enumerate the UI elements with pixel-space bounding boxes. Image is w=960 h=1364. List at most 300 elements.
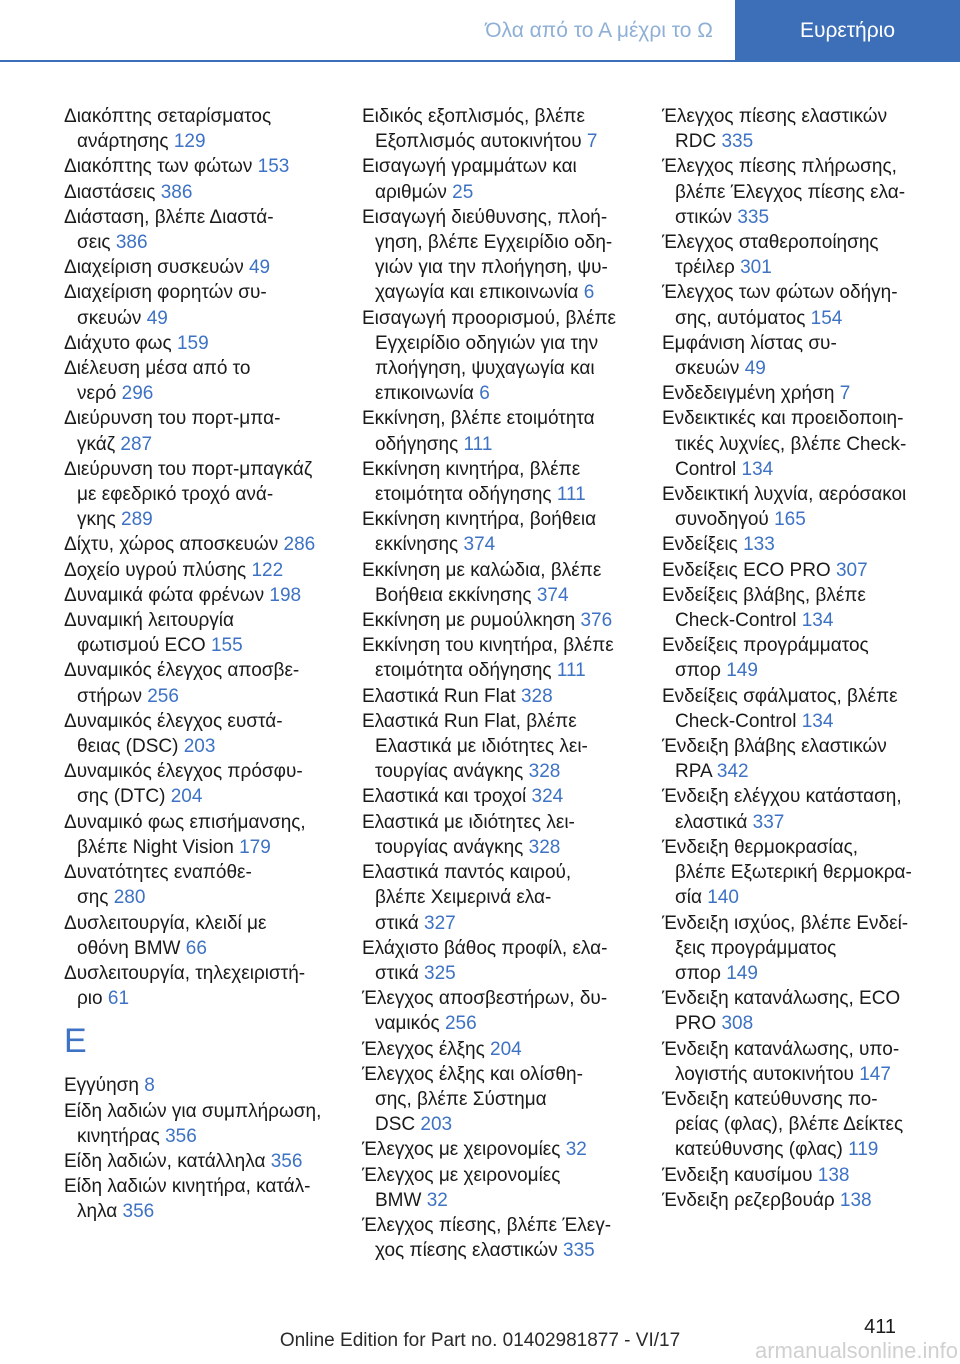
index-entry (362, 558, 644, 608)
page-reference-link[interactable]: 179 (239, 836, 271, 858)
index-entry (662, 734, 932, 784)
index-entry-text: Ελαστικά με ιδιότητες λει- (362, 811, 575, 833)
index-entry-line (64, 558, 344, 583)
index-entry (362, 608, 644, 633)
index-entry (64, 658, 344, 708)
page-reference-link[interactable]: 356 (270, 1150, 303, 1172)
index-entry-line (362, 306, 644, 331)
index-entry-line (64, 885, 344, 910)
index-entry-text: Ελαστικά Run Flat (362, 685, 516, 707)
page-reference-link[interactable]: 374 (536, 584, 569, 606)
index-entry-line (362, 911, 644, 936)
page-reference-link[interactable]: 325 (424, 962, 456, 984)
index-entry-text: βλέπε Εξωτερική θερμοκρα- (675, 862, 912, 884)
page-reference-link[interactable]: 356 (122, 1201, 155, 1223)
index-entry-text: Είδη λαδιών κινητήρα, κατάλ- (64, 1176, 311, 1198)
index-entry-line (662, 1137, 932, 1162)
index-entry-text: Εμφάνιση λίστας συ- (662, 332, 837, 354)
index-entry-text: ετοιμότητα οδήγησης (375, 484, 552, 506)
index-entry-line (362, 1137, 644, 1162)
index-entry-text: οθόνη BMW (77, 937, 181, 959)
index-entry-line (64, 205, 344, 230)
index-entry (64, 1174, 344, 1224)
index-entry-text: πλοήγηση, ψυχαγωγία και (375, 358, 595, 380)
index-entry-line (64, 1124, 344, 1149)
index-entry-line (362, 154, 644, 179)
page-reference-link[interactable]: 256 (147, 685, 179, 707)
page-reference-link[interactable]: 280 (113, 887, 146, 909)
index-entry-line (662, 180, 932, 205)
page-reference-link[interactable]: 6 (583, 282, 595, 304)
index-entry-text: RPA (675, 761, 712, 783)
index-entry-line (64, 759, 344, 784)
index-entry-line (662, 885, 932, 910)
index-entry-line (662, 507, 932, 532)
index-entry (662, 154, 932, 230)
index-entry-text: σης, βλέπε Σύστημα (375, 1088, 547, 1110)
index-entry (662, 482, 932, 532)
section-letter: Ε (64, 1022, 87, 1061)
page-reference-link[interactable]: 328 (520, 685, 553, 707)
index-entry-text: τρέιλερ (675, 257, 735, 279)
index-entry-line (362, 1011, 644, 1036)
index-entry-text: Ειδικός εξοπλισμός, βλέπε (362, 106, 585, 127)
index-entry-line (64, 532, 344, 557)
page-reference-link[interactable]: 134 (801, 610, 834, 632)
index-entry (64, 331, 344, 356)
index-entry-line (64, 986, 344, 1011)
index-entry-line (64, 129, 344, 154)
index-entry-text: Ενδείξεις προγράμματος (662, 635, 869, 657)
page-reference-link[interactable]: 153 (257, 156, 290, 178)
index-entry-text: στήρων (77, 685, 142, 707)
page-reference-link[interactable]: 335 (721, 131, 754, 153)
index-entry (662, 532, 932, 557)
index-entry (662, 104, 932, 154)
index-entry (662, 835, 932, 911)
page-reference-link[interactable]: 8 (144, 1075, 155, 1097)
index-entry-text: DSC (375, 1114, 416, 1136)
index-entry-line (662, 457, 932, 482)
index-entry (362, 936, 644, 986)
index-entry-line (362, 104, 644, 129)
page-reference-link[interactable]: 256 (444, 1013, 477, 1035)
index-entry-line (362, 356, 644, 381)
page-reference-link[interactable]: 301 (740, 257, 772, 279)
index-column-1 (64, 104, 344, 1225)
index-entry-text: Ελάχιστο βάθος προφίλ, ελα- (362, 937, 608, 959)
index-entry-line (362, 860, 644, 885)
index-entry-line (662, 482, 932, 507)
index-entry (662, 406, 932, 482)
index-entry-text: Εισαγωγή προορισμού, βλέπε (362, 307, 617, 329)
index-entry-text: Ενδεικτική λυχνία, αερόσακοι (662, 484, 907, 506)
index-entry-line (64, 432, 344, 457)
index-entry-line (662, 961, 932, 986)
index-entry-text: Ενδείξεις ECO PRO (662, 559, 831, 581)
index-entry-line (662, 1037, 932, 1062)
index-entry-text: Έλεγχος αποσβεστήρων, δυ- (362, 988, 608, 1010)
index-entry-line (362, 1188, 644, 1213)
index-entry-line (64, 180, 344, 205)
index-entry-text: οδήγησης (375, 433, 459, 455)
index-entry-line (64, 1149, 344, 1174)
index-entry-line (64, 306, 344, 331)
page-reference-link[interactable]: 287 (120, 433, 153, 455)
index-entry-text: Διάσταση, βλέπε Διαστά- (64, 206, 274, 228)
page-reference-link[interactable]: 386 (160, 181, 193, 203)
page-reference-link[interactable]: 335 (563, 1240, 595, 1262)
index-entry (662, 558, 932, 583)
index-entry-line (64, 734, 344, 759)
breadcrumb-tab[interactable] (0, 0, 735, 62)
index-entry-text: κινητήρας (77, 1125, 160, 1147)
page-reference-link[interactable]: 324 (531, 786, 564, 808)
page-reference-link[interactable]: 49 (248, 257, 271, 279)
page-reference-link[interactable]: 327 (424, 912, 456, 934)
index-entry (362, 154, 644, 204)
index-entry-line (662, 658, 932, 683)
index-entry-line (662, 558, 932, 583)
page-reference-link[interactable]: 32 (565, 1139, 587, 1161)
index-entry-line (64, 331, 344, 356)
index-entry-line (662, 835, 932, 860)
index-entry-line (64, 1174, 344, 1199)
index-entry-line (362, 608, 644, 633)
index-entry (362, 709, 644, 785)
page-reference-link[interactable]: 203 (420, 1114, 453, 1136)
index-entry-text: Διακόπτης των φώτων (64, 156, 253, 178)
index-entry (362, 1137, 644, 1162)
index-entry-text: Εκκίνηση με καλώδια, βλέπε (362, 559, 602, 581)
index-entry-text: Ενδεικτικές και προειδοποιη- (662, 408, 904, 430)
index-entry-line (64, 936, 344, 961)
page-reference-link[interactable]: 134 (801, 710, 834, 732)
index-entry-line (662, 1112, 932, 1137)
index-entry-text: Δυναμικός έλεγχος αποσβε- (64, 660, 300, 682)
index-entry-line (64, 457, 344, 482)
index-entry-text: Ενδεδειγμένη χρήση (662, 383, 835, 405)
index-entry-line (362, 885, 644, 910)
index-entry-text: ρείας (φλας), βλέπε Δείκτες (675, 1114, 904, 1136)
index-entry-line (362, 759, 644, 784)
index-entry-line (64, 658, 344, 683)
index-entry (64, 810, 344, 860)
index-entry-line (64, 482, 344, 507)
index-entry-line (64, 507, 344, 532)
index-entry-line (662, 104, 932, 129)
index-entry-line (362, 633, 644, 658)
index-entry (662, 911, 932, 987)
index-entry-text: Εκκίνηση κινητήρα, βοήθεια (362, 509, 597, 531)
index-entry-text: Είδη λαδιών, κατάλληλα (64, 1150, 266, 1172)
index-entry-text: Έλεγχος πίεσης ελαστικών (662, 106, 888, 127)
index-entry-text: Ένδειξη θερμοκρασίας, (662, 836, 859, 858)
index-entry-line (362, 961, 644, 986)
page-reference-link[interactable]: 335 (737, 206, 770, 228)
index-entry-line (64, 230, 344, 255)
index-entry-text: βλέπε Χειμερινά ελα- (375, 887, 552, 909)
index-entry-text: χος πίεσης ελαστικών (375, 1240, 558, 1262)
index-entry-line (662, 911, 932, 936)
page-reference-link[interactable]: 122 (251, 559, 284, 581)
index-entry-text: Ενδείξεις (662, 534, 738, 556)
index-entry-line (64, 684, 344, 709)
index-entry-text: PRO (675, 1013, 717, 1035)
index-entry (662, 1037, 932, 1087)
page-reference-link[interactable]: 204 (490, 1038, 522, 1060)
page-reference-link[interactable]: 328 (528, 761, 561, 783)
page-reference-link[interactable]: 165 (774, 509, 806, 531)
index-entry-text: ριο (77, 988, 103, 1010)
index-entry-text: βλέπε Έλεγχος πίεσης ελα- (675, 181, 906, 203)
index-entry-line (362, 835, 644, 860)
index-entry (362, 860, 644, 936)
index-entry-text: σκευών (77, 307, 142, 329)
index-entry-line (362, 734, 644, 759)
watermark: armanualsonline.info (754, 1338, 958, 1363)
page-reference-link[interactable]: 25 (452, 181, 474, 203)
index-entry-text: Ενδείξεις βλάβης, βλέπε (662, 584, 866, 606)
index-entry-line (362, 1112, 644, 1137)
index-entry-line (64, 835, 344, 860)
index-entry-line (64, 810, 344, 835)
page-reference-link[interactable]: 6 (479, 383, 490, 405)
index-entry-line (64, 1099, 344, 1124)
page-reference-link[interactable]: 307 (835, 559, 868, 581)
index-entry-line (662, 709, 932, 734)
page-reference-link[interactable]: 138 (817, 1164, 850, 1186)
index-entry-line (64, 608, 344, 633)
index-entry-text: κατεύθυνσης (φλας) (675, 1139, 843, 1161)
page-reference-link[interactable]: 49 (146, 307, 168, 329)
page-reference-link[interactable]: 7 (839, 383, 851, 405)
index-entry-text: Εγχειρίδιο οδηγιών για την (375, 332, 599, 354)
index-entry-line (362, 432, 644, 457)
index-entry-line (662, 986, 932, 1011)
index-entry-line (362, 684, 644, 709)
page-reference-link[interactable]: 66 (185, 937, 207, 959)
index-entry-text: σεις (77, 232, 111, 254)
index-tab[interactable] (735, 0, 960, 62)
page-reference-link[interactable]: 111 (556, 660, 586, 682)
index-entry-line (362, 507, 644, 532)
index-entry (362, 406, 644, 456)
index-entry-line (362, 1163, 644, 1188)
page-reference-link[interactable]: 376 (580, 610, 613, 632)
index-entry-text: σία (675, 887, 702, 909)
index-entry-text: ναμικός (375, 1013, 440, 1035)
page-reference-link[interactable]: 342 (716, 761, 749, 783)
index-entry-line (64, 1073, 344, 1098)
page-reference-link[interactable]: 119 (848, 1139, 879, 1161)
index-entry-text: Διέλευση μέσα από το (64, 358, 251, 380)
page-reference-link[interactable]: 32 (426, 1189, 448, 1211)
index-entry (64, 104, 344, 154)
index-entry-line (362, 180, 644, 205)
index-entry-line (362, 482, 644, 507)
index-entry-text: Έλεγχος πίεσης πλήρωσης, (662, 156, 897, 178)
index-entry-line (362, 810, 644, 835)
index-entry-line (662, 1011, 932, 1036)
index-entry-text: θειας (DSC) (77, 736, 179, 758)
page-reference-link[interactable]: 61 (107, 988, 130, 1010)
index-entry (64, 608, 344, 658)
index-entry (662, 280, 932, 330)
index-entry-line (362, 558, 644, 583)
index-entry (64, 558, 344, 583)
index-entry-line (662, 381, 932, 406)
index-entry-text: Ενδείξεις σφάλματος, βλέπε (662, 685, 898, 707)
page-reference-link[interactable]: 159 (176, 332, 209, 354)
index-entry-text: σπορ (675, 660, 721, 682)
index-entry (362, 784, 644, 809)
index-entry (64, 709, 344, 759)
page-reference-link[interactable]: 111 (463, 433, 493, 455)
index-entry-line (362, 1213, 644, 1238)
index-entry-text: ληλα (77, 1201, 118, 1223)
index-entry-line (64, 381, 344, 406)
page-reference-link[interactable]: 198 (269, 584, 302, 606)
index-entry-line (662, 280, 932, 305)
index-entry (64, 457, 344, 533)
index-entry-line (64, 356, 344, 381)
index-entry-text: Βοήθεια εκκίνησης (375, 584, 532, 606)
index-entry (362, 205, 644, 306)
page-reference-link[interactable]: 147 (859, 1063, 891, 1085)
page-reference-link[interactable]: 286 (283, 534, 316, 556)
page-reference-link[interactable]: 133 (743, 534, 775, 556)
index-entry-line (362, 406, 644, 431)
index-entry-text: Έλεγχος έλξης και ολίσθη- (362, 1063, 583, 1085)
index-entry-line (662, 860, 932, 885)
index-entry (362, 507, 644, 557)
index-entry-text: τικές λυχνίες, βλέπε Check- (675, 433, 907, 455)
index-entry-text: με εφεδρικό τροχό ανά- (77, 484, 274, 506)
index-entry-line (362, 1087, 644, 1112)
index-entry-line (662, 356, 932, 381)
index-entry-text: Έλεγχος σταθεροποίησης (662, 232, 879, 254)
page-reference-link[interactable]: 134 (741, 458, 774, 480)
index-entry-line (362, 1037, 644, 1062)
index-entry-line (662, 306, 932, 331)
page-header (0, 0, 960, 62)
page-reference-link[interactable]: 138 (839, 1189, 872, 1211)
index-entry-line (662, 154, 932, 179)
page-reference-link[interactable]: 203 (183, 736, 216, 758)
index-entry-line (662, 532, 932, 557)
index-entry-line (662, 1062, 932, 1087)
page-reference-link[interactable]: 337 (752, 811, 785, 833)
index-entry (362, 684, 644, 709)
index-entry-line (662, 331, 932, 356)
index-entry (662, 331, 932, 381)
page-number: 411 (864, 1316, 896, 1338)
index-entry-text: Δυναμικός έλεγχος πρόσφυ- (64, 761, 303, 783)
index-entry-line (662, 1163, 932, 1188)
index-entry-line (362, 381, 644, 406)
index-column-2 (362, 104, 644, 1263)
page-reference-link[interactable]: 386 (115, 232, 148, 254)
index-entry-text: εκκίνησης (375, 534, 459, 556)
index-entry-text: σης (77, 887, 109, 909)
index-entry-line (64, 633, 344, 658)
index-entry-text: Ένδειξη καυσίμου (662, 1164, 813, 1186)
index-entry (662, 633, 932, 683)
index-entry-text: ελαστικά (675, 811, 748, 833)
index-entry-text: Διαχείριση συσκευών (64, 257, 244, 279)
index-entry-text: Ελαστικά με ιδιότητες λει- (375, 736, 588, 758)
index-entry-text: σκευών (675, 358, 740, 380)
index-entry-line (64, 784, 344, 809)
index-entry-line (362, 709, 644, 734)
page-reference-link[interactable]: 49 (744, 358, 766, 380)
index-entry (64, 205, 344, 255)
index-entry-line (64, 255, 344, 280)
index-entry-line (362, 457, 644, 482)
index-entry-text: Διεύρυνση του πορτ-μπα- (64, 408, 281, 430)
page-reference-link[interactable]: 149 (726, 660, 758, 682)
index-entry (362, 810, 644, 860)
page-reference-link[interactable]: 374 (463, 534, 496, 556)
page-reference-link[interactable]: 289 (121, 509, 153, 531)
index-entry (64, 1073, 344, 1098)
index-entry-text: τουργίας ανάγκης (375, 761, 524, 783)
page-reference-link[interactable]: 129 (173, 131, 206, 153)
index-entry-text: γηση, βλέπε Εγχειρίδιο οδη- (375, 232, 613, 254)
index-entry-line (362, 986, 644, 1011)
index-entry-text: Ένδειξη ρεζερβουάρ (662, 1189, 835, 1211)
index-entry (662, 1087, 932, 1163)
page-reference-link[interactable]: 356 (165, 1125, 197, 1147)
index-entry-text: Είδη λαδιών για συμπλήρωση, (64, 1100, 322, 1122)
page-reference-link[interactable]: 204 (170, 786, 203, 808)
index-entry (362, 457, 644, 507)
index-entry-line (64, 961, 344, 986)
index-entry-text: αριθμών (375, 181, 447, 203)
index-entry-line (362, 205, 644, 230)
page-reference-link[interactable]: 149 (726, 962, 758, 984)
breadcrumb-label: Όλα από το Α μέχρι το Ω (485, 19, 713, 42)
index-entry-line (662, 205, 932, 230)
index-entry-text: Έλεγχος έλξης (362, 1038, 485, 1060)
index-entry (362, 1213, 644, 1263)
index-entry-line (662, 255, 932, 280)
index-tab-label: Ευρετήριο (799, 19, 896, 42)
index-entry-text: βλέπε Night Vision (77, 836, 234, 858)
index-entry-line (662, 608, 932, 633)
page-reference-link[interactable]: 154 (810, 307, 843, 329)
index-entry-text: Δυναμικά φώτα φρένων (64, 584, 265, 606)
page-reference-link[interactable]: 111 (556, 484, 586, 506)
index-entry-text: Δυσλειτουργία, κλειδί με (64, 912, 267, 934)
index-entry (64, 1149, 344, 1174)
index-entry-text: σης (DTC) (77, 786, 166, 808)
index-entry (64, 154, 344, 179)
page-reference-link[interactable]: 308 (721, 1013, 754, 1035)
page-reference-link[interactable]: 140 (707, 887, 739, 909)
page-reference-link[interactable]: 328 (528, 836, 561, 858)
index-entry-line (662, 734, 932, 759)
page-reference-link[interactable]: 155 (210, 635, 243, 657)
index-entry-text: ανάρτησης (77, 131, 169, 153)
index-entry-text: χαγωγία και επικοινωνία (375, 282, 579, 304)
index-entry-text: Διαστάσεις (64, 181, 156, 203)
page-reference-link[interactable]: 296 (121, 383, 154, 405)
page-reference-link[interactable]: 7 (586, 131, 598, 153)
index-entry-line (662, 633, 932, 658)
index-entry-text: Εγγύηση (64, 1075, 139, 1097)
